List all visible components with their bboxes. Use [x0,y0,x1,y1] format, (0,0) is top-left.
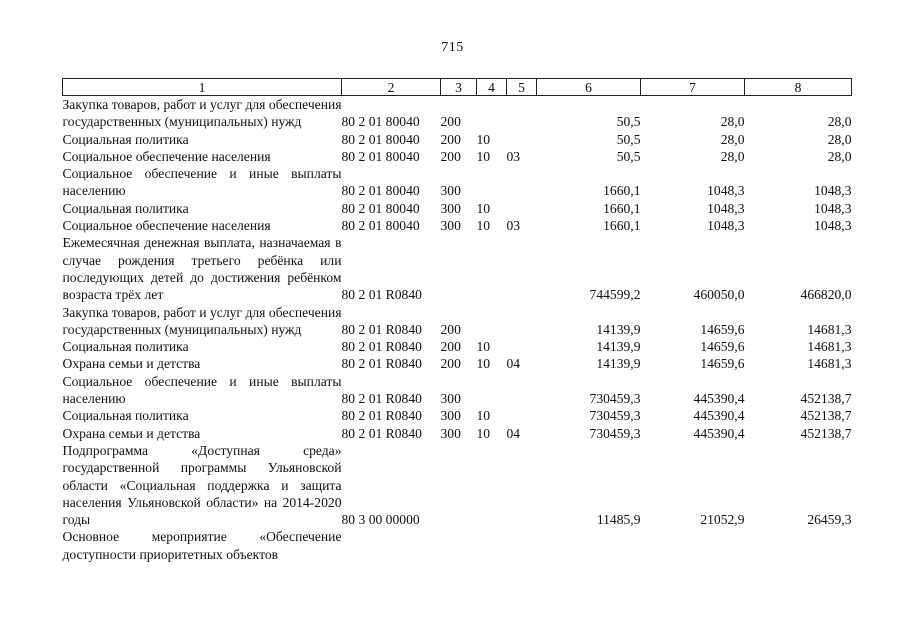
section-cell: 10 [476,131,491,147]
amount-col8-cell: 1048,3 [814,183,852,199]
amount-col6-cell: 14139,9 [596,339,641,355]
amount-col6-cell: 50,5 [616,131,641,147]
subsection-cell [507,200,537,217]
target-article-cell: 80 2 01 80040 [341,148,420,164]
page-number: 715 [441,40,464,55]
expense-name-cell: Социальная политика [62,339,189,355]
amount-col7-cell: 14659,6 [700,321,745,337]
amount-col7-cell [641,528,745,563]
subsection-cell: 04 [506,425,521,441]
expense-type-cell: 200 [440,321,461,337]
section-cell: 10 [476,408,491,424]
amount-col8-cell: 26459,3 [807,512,852,528]
column-number-row [63,79,852,96]
expense-name-cell: Закупка товаров, работ и услуг для обеспечения государственных (муниципальных) нужд [62,97,342,130]
column-header-1: 1 [63,79,342,96]
table-row [63,217,852,234]
amount-col7-cell: 21052,9 [700,512,745,528]
expense-type-cell: 200 [440,148,461,164]
expense-name-cell: Социальное обеспечение населения [62,218,271,234]
amount-col6-cell: 744599,2 [589,287,641,303]
expense-name-cell: Охрана семьи и детства [62,356,201,372]
subsection-cell [507,304,537,339]
target-article-cell: 80 2 01 80040 [341,200,420,216]
table-row [63,148,852,165]
expense-type-cell: 300 [440,391,461,407]
amount-col6-cell: 11485,9 [596,512,641,528]
amount-col7-cell: 14659,6 [700,356,745,372]
expense-name-cell: Основное мероприятие «Обеспечение доступности приоритетных объектов [62,529,342,562]
expense-name-cell: Социальное обеспечение и иные выплаты населению [62,166,342,199]
expense-name-cell: Социальная политика [62,131,189,147]
target-article-cell: 80 2 01 R0840 [341,425,422,441]
amount-col8-cell: 466820,0 [800,287,852,303]
table-row [63,528,852,563]
expense-name-cell: Охрана семьи и детства [62,425,201,441]
table-row [63,131,852,148]
subsection-cell [507,338,537,355]
section-cell [477,304,507,339]
amount-col6-cell: 730459,3 [589,391,641,407]
expense-type-cell: 300 [440,408,461,424]
expense-type-cell: 200 [440,131,461,147]
amount-col6-cell: 50,5 [616,148,641,164]
subsection-cell: 03 [506,218,521,234]
amount-col8-cell [745,528,852,563]
amount-col6-cell: 1660,1 [603,218,641,234]
amount-col7-cell: 445390,4 [693,408,745,424]
subsection-cell [507,528,537,563]
table-body [63,96,852,564]
subsection-cell [507,234,537,303]
section-cell: 10 [476,356,491,372]
column-header-7: 7 [641,79,745,96]
amount-col7-cell: 445390,4 [693,425,745,441]
expense-type-cell [441,442,477,528]
amount-col6-cell: 1660,1 [603,183,641,199]
table-row [63,200,852,217]
amount-col8-cell: 452138,7 [800,391,852,407]
column-header-2: 2 [342,79,441,96]
expense-type-cell: 200 [440,339,461,355]
subsection-cell: 04 [506,356,521,372]
amount-col6-cell: 730459,3 [589,425,641,441]
expense-type-cell: 300 [440,200,461,216]
table-row [63,355,852,372]
expense-name-cell: Социальная политика [62,408,189,424]
table-row [63,304,852,339]
section-cell [477,442,507,528]
expense-name-cell: Социальное обеспечение и иные выплаты населению [62,373,342,407]
expense-name-cell: Социальное обеспечение населения [62,148,271,164]
section-cell: 10 [476,425,491,441]
amount-col7-cell: 28,0 [720,131,745,147]
expense-type-cell [441,528,477,563]
subsection-cell [507,373,537,408]
amount-col7-cell: 460050,0 [693,287,745,303]
target-article-cell: 80 2 01 R0840 [341,356,422,372]
section-cell [477,528,507,563]
table-row [63,165,852,200]
amount-col6-cell: 14139,9 [596,321,641,337]
section-cell [477,165,507,200]
expense-name-cell: Закупка товаров, работ и услуг для обеспечения государственных (муниципальных) нужд [62,304,342,337]
table-row [63,407,852,424]
expense-name-cell: Ежемесячная денежная выплата, назначаемая в случае рождения третьего ребёнка или последующих детей до достижения ребёнком возраста трёх лет [62,235,342,303]
amount-col7-cell: 14659,6 [700,339,745,355]
expense-type-cell: 200 [440,356,461,372]
expense-name-cell: Социальная политика [62,200,189,216]
target-article-cell: 80 2 01 80040 [341,114,420,130]
subsection-cell [507,442,537,528]
table-row [63,425,852,442]
target-article-cell: 80 2 01 80040 [341,131,420,147]
table-row [63,442,852,528]
section-cell: 10 [476,200,491,216]
column-header-4: 4 [477,79,507,96]
budget-table [62,78,852,563]
amount-col6-cell: 730459,3 [589,408,641,424]
amount-col8-cell: 452138,7 [800,408,852,424]
target-article-cell: 80 2 01 R0840 [341,321,422,337]
target-article-cell: 80 2 01 R0840 [341,287,422,303]
target-article-cell: 80 2 01 80040 [341,218,420,234]
amount-col8-cell: 452138,7 [800,425,852,441]
target-article-cell: 80 2 01 80040 [341,183,420,199]
section-cell [477,96,507,131]
amount-col7-cell: 1048,3 [707,183,745,199]
amount-col6-cell: 14139,9 [596,356,641,372]
amount-col6-cell: 50,5 [616,114,641,130]
section-cell: 10 [476,339,491,355]
table-row [63,373,852,408]
amount-col8-cell: 14681,3 [807,321,852,337]
amount-col7-cell: 1048,3 [707,200,745,216]
column-header-6: 6 [537,79,641,96]
target-article-cell [342,528,441,563]
table-row [63,234,852,303]
subsection-cell [507,96,537,131]
target-article-cell: 80 2 01 R0840 [341,391,422,407]
amount-col8-cell: 1048,3 [814,218,852,234]
amount-col7-cell: 1048,3 [707,218,745,234]
section-cell: 10 [476,148,491,164]
table-row [63,96,852,131]
amount-col7-cell: 445390,4 [693,391,745,407]
amount-col8-cell: 28,0 [827,131,852,147]
amount-col8-cell: 28,0 [827,148,852,164]
section-cell [477,373,507,408]
expense-type-cell [441,234,477,303]
amount-col8-cell: 14681,3 [807,356,852,372]
amount-col6-cell [537,528,641,563]
column-header-8: 8 [745,79,852,96]
target-article-cell: 80 3 00 00000 [341,512,420,528]
subsection-cell [507,165,537,200]
section-cell: 10 [476,218,491,234]
expense-type-cell: 300 [440,218,461,234]
target-article-cell: 80 2 01 R0840 [341,408,422,424]
expense-type-cell: 200 [440,114,461,130]
amount-col8-cell: 1048,3 [814,200,852,216]
amount-col7-cell: 28,0 [720,114,745,130]
column-header-3: 3 [441,79,477,96]
amount-col6-cell: 1660,1 [603,200,641,216]
expense-type-cell: 300 [440,183,461,199]
subsection-cell [507,131,537,148]
target-article-cell: 80 2 01 R0840 [341,339,422,355]
amount-col8-cell: 14681,3 [807,339,852,355]
column-header-5: 5 [507,79,537,96]
subsection-cell: 03 [506,148,521,164]
section-cell [477,234,507,303]
amount-col7-cell: 28,0 [720,148,745,164]
expense-name-cell: Подпрограмма «Доступная среда» государственной программы Ульяновской области «Социальная поддержка и защита населения Ульяновской области» на 2014-2020 годы [62,442,342,528]
subsection-cell [507,407,537,424]
expense-type-cell: 300 [440,425,461,441]
amount-col8-cell: 28,0 [827,114,852,130]
table-row [63,338,852,355]
